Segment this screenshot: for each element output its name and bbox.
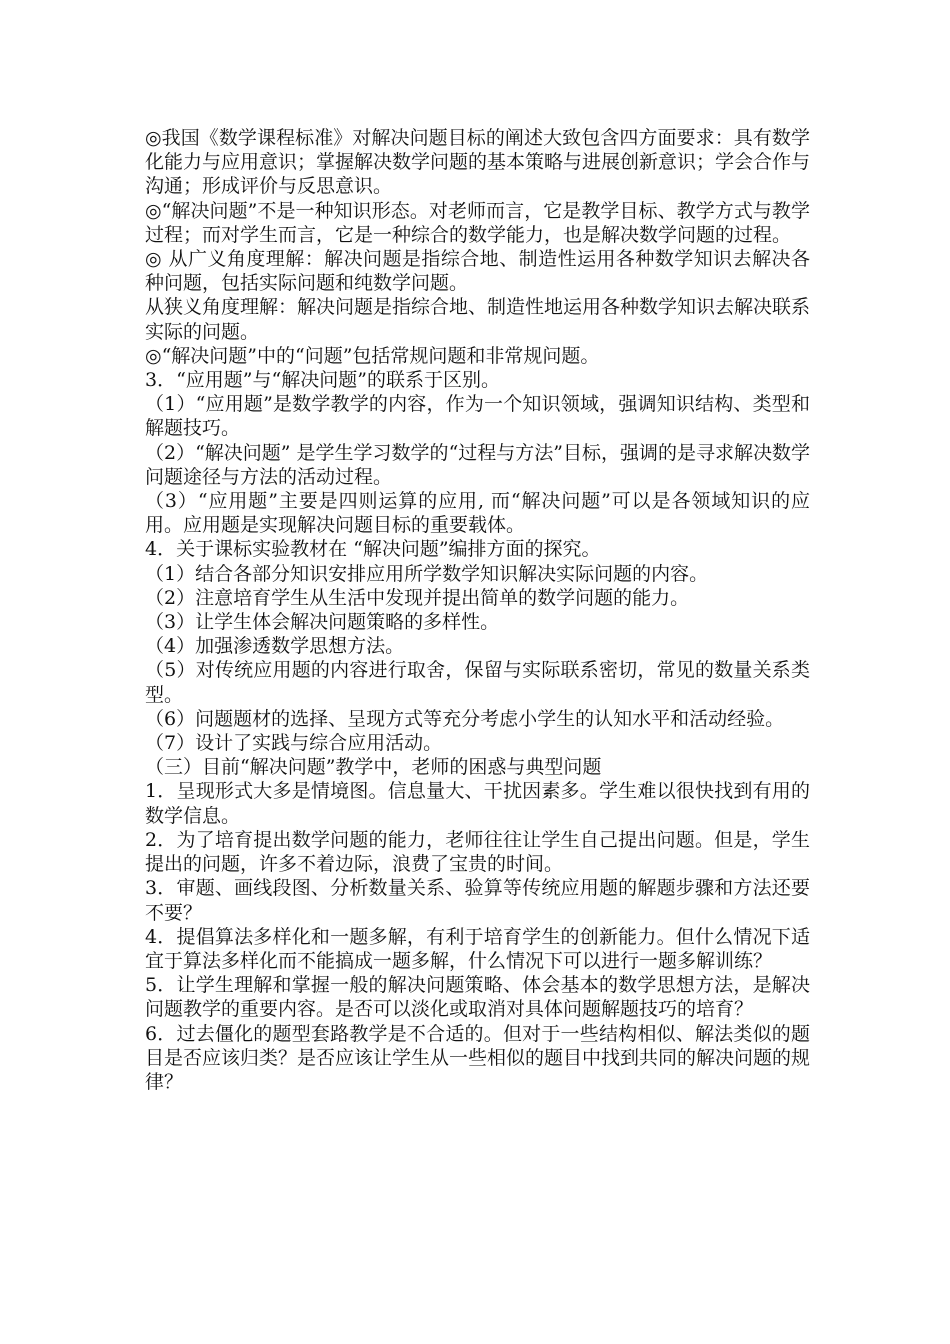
list-item: （3）“应用题”主要是四则运算的应用, 而“解决问题”可以是各领域知识的应用。应用题是实现解决问题目标的重要载体。 <box>145 490 810 537</box>
section-heading: 3．“应用题”与“解决问题”的联系于区别。 <box>145 369 500 392</box>
list-item: （1）结合各部分知识安排应用所学数学知识解决实际问题的内容。 <box>145 562 709 585</box>
list-item: （6）问题题材的选择、呈现方式等充分考虑小学生的认知水平和活动经验。 <box>145 707 785 730</box>
list-item: 6．过去僵化的题型套路教学是不合适的。但对于一些结构相似、解法类似的题目是否应该归类？是否应该让学生从一些相似的题目中找到共同的解决问题的规律？ <box>145 1022 811 1093</box>
list-item: （2）“解决问题” 是学生学习数学的“过程与方法”目标，强调的是寻求解决数学问题途径与方法的活动过程。 <box>145 441 810 488</box>
section-heading: 4．关于课标实验教材在 “解决问题”编排方面的探究。 <box>145 538 601 561</box>
paragraph: ◎我国《数学课程标准》对解决问题目标的阐述大致包含四方面要求：具有数学化能力与应用意识；掌握解决数学问题的基本策略与进展创新意识；学会合作与沟通；形成评价与反思意识。 <box>145 127 811 198</box>
list-item: 5．让学生理解和掌握一般的解决问题策略、体会基本的数学思想方法，是解决问题教学的重要内容。是否可以淡化或取消对具体问题解题技巧的培育？ <box>145 974 810 1021</box>
list-item: （4）加强渗透数学思想方法。 <box>145 635 405 658</box>
list-item: （5）对传统应用题的内容进行取舍，保留与实际联系密切，常见的数量关系类型。 <box>145 659 810 706</box>
list-item: （7）设计了实践与综合应用活动。 <box>145 732 443 755</box>
list-item: 2．为了培育提出数学问题的能力，老师往往让学生自己提出问题。但是，学生提出的问题，许多不着边际，浪费了宝贵的时间。 <box>145 828 810 876</box>
paragraph: ◎“解决问题”中的“问题”包括常规问题和非常规问题。 <box>145 344 600 367</box>
document-body <box>145 126 810 1094</box>
paragraph: ◎“解决问题”不是一种知识形态。对老师而言，它是教学目标、教学方式与教学过程；而对学生而言，它是一种综合的数学能力，也是解决数学问题的过程。 <box>145 199 810 246</box>
section-heading: （三）目前“解决问题”教学中，老师的困惑与典型问题 <box>145 756 602 779</box>
paragraph: ◎ 从广义角度理解：解决问题是指综合地、制造性运用各种数学知识去解决各种问题，包括实际问题和纯数学问题。 <box>145 248 810 295</box>
list-item: 4．提倡算法多样化和一题多解，有利于培育学生的创新能力。但什么情况下适宜于算法多样化而不能搞成一题多解，什么情况下可以进行一题多解训练？ <box>145 925 810 972</box>
paragraph: 从狭义角度理解：解决问题是指综合地、制造性地运用各种数学知识去解决联系实际的问题。 <box>145 296 811 343</box>
list-item: （2）注意培育学生从生活中发现并提出简单的数学问题的能力。 <box>145 586 690 609</box>
list-item: （3）让学生体会解决问题策略的多样性。 <box>145 611 500 634</box>
list-item: 1．呈现形式大多是情境图。信息量大、干扰因素多。学生难以很快找到有用的数学信息。 <box>145 780 810 827</box>
list-item: 3．审题、画线段图、分析数量关系、验算等传统应用题的解题步骤和方法还要不要？ <box>145 877 810 924</box>
list-item: （1）“应用题”是数学教学的内容，作为一个知识领域，强调知识结构、类型和解题技巧。 <box>145 393 810 440</box>
